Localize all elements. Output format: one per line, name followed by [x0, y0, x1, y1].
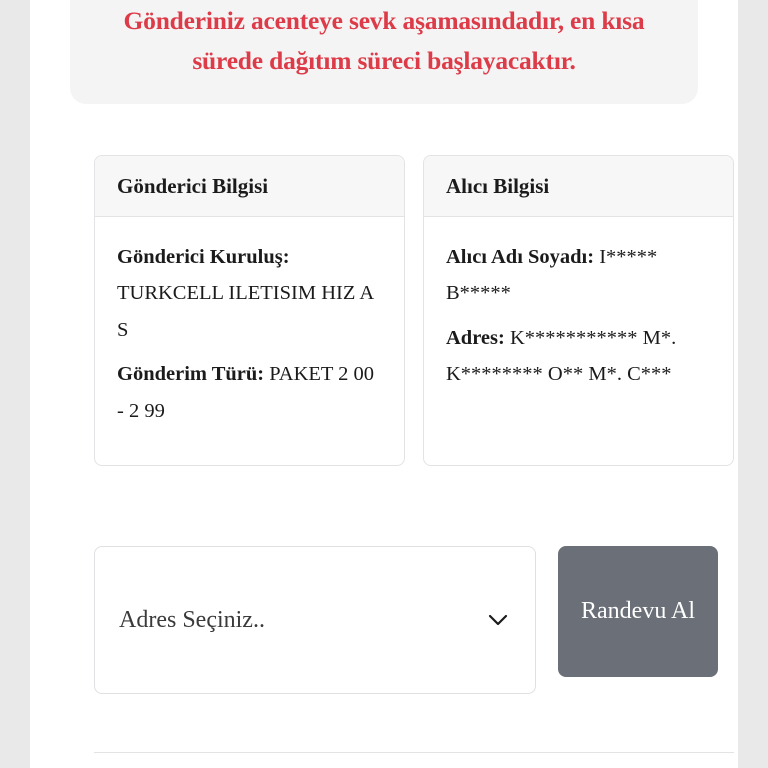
receiver-name-field	[446, 239, 711, 312]
sender-info-body	[95, 217, 404, 465]
receiver-address-field	[446, 320, 711, 393]
chevron-down-icon[interactable]	[485, 607, 511, 633]
info-cards	[94, 155, 734, 466]
sender-organization-value: TURKCELL ILETISIM HIZ A S	[117, 282, 374, 341]
shipment-type-value: PAKET 2 00 - 2 99	[117, 363, 375, 422]
sender-organization-label: Gönderici Kuruluş:	[117, 246, 290, 268]
status-banner-text: Gönderiniz acenteye sevk aşamasındadır, en kısa sürede dağıtım süreci başlayacaktır.	[123, 6, 645, 75]
receiver-info-body	[424, 217, 733, 465]
shipment-type-field	[117, 356, 382, 429]
sender-organization-field	[117, 239, 382, 348]
make-appointment-button[interactable]: Randevu Al	[558, 546, 718, 677]
receiver-name-value: I***** B*****	[446, 246, 658, 305]
bottom-divider	[94, 752, 734, 753]
receiver-address-label: Adres:	[446, 326, 505, 349]
status-banner	[70, 0, 698, 104]
address-select-value: Adres Seçiniz..	[119, 606, 265, 633]
sender-info-title: Gönderici Bilgisi	[95, 156, 404, 217]
receiver-address-value: K*********** M*. K******** O** M*. C***	[446, 326, 677, 386]
appointment-controls	[94, 546, 734, 694]
receiver-name-label: Alıcı Adı Soyadı:	[446, 246, 595, 268]
receiver-info-title: Alıcı Bilgisi	[424, 156, 733, 217]
address-select[interactable]	[94, 546, 536, 694]
shipment-type-label: Gönderim Türü:	[117, 363, 265, 386]
page-container	[30, 0, 738, 768]
sender-info-card	[94, 155, 405, 466]
receiver-info-card	[423, 155, 734, 466]
